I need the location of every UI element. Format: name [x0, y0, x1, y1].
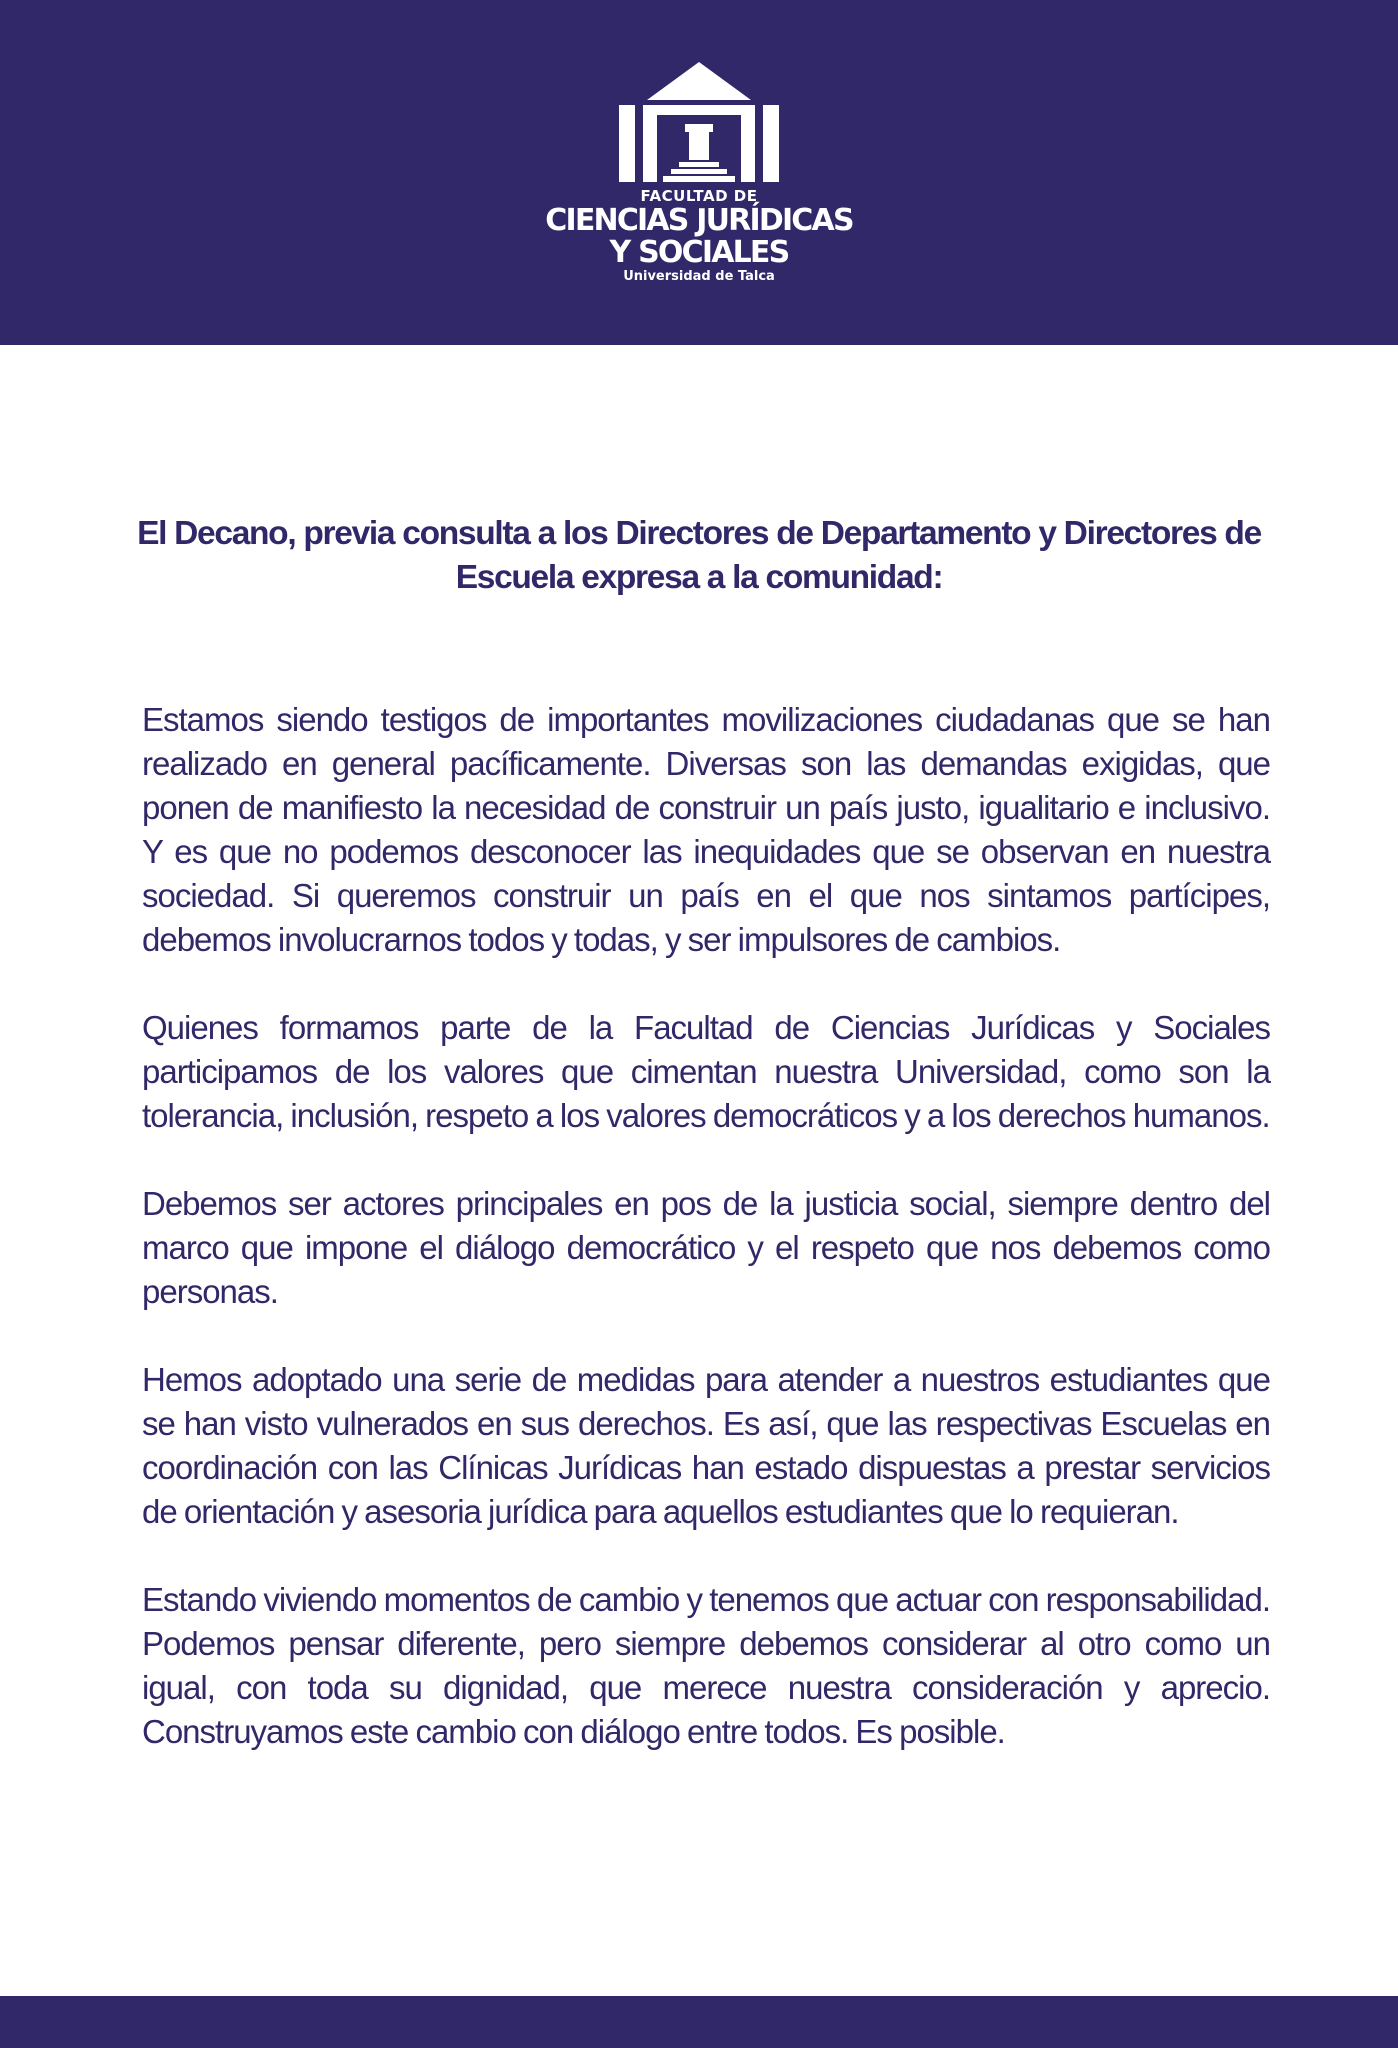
paragraph: Hemos adoptado una serie de medidas para atender a nuestros estudiantes que se han visto vulnerados en sus derechos. Es así, que las respectivas Escuelas en coordinación con las Clínicas Jurídicas han estado dispuestas a prestar servicios de orientación y asesoria jurídica para aquellos estudiantes que lo requieran. — [142, 1361, 1270, 1530]
paragraph: Estando viviendo momentos de cambio y tenemos que actuar con responsabilidad. Podemos pensar diferente, pero siempre debemos considerar al otro como un igual, con toda su dignidad, que merece nuestra consideración y aprecio. Construyamos este cambio con diálogo entre todos. Es posible. — [142, 1581, 1270, 1750]
logo-text-ciencias: CIENCIAS JURÍDICAS — [545, 203, 853, 238]
statement-body — [142, 698, 1270, 1798]
logo-text-universidad: Universidad de Talca — [623, 269, 775, 284]
logo-text-sociales: Y SOCIALES — [609, 235, 789, 270]
building-columns-icon — [619, 60, 779, 185]
logo-text-facultad: FACULTAD DE — [640, 187, 758, 205]
statement-headline: El Decano, previa consulta a los Directores de Departamento y Directores de Escuela expresa a la comunidad: — [137, 515, 1261, 596]
header-band — [0, 0, 1398, 345]
faculty-logo — [0, 55, 1398, 295]
paragraph: Estamos siendo testigos de importantes movilizaciones ciudadanas que se han realizado en general pacíficamente. Diversas son las demandas exigidas, que ponen de manifiesto la necesidad de construir un país justo, igualitario e inclusivo. Y es que no podemos desconocer las inequidades que se observan en nuestra sociedad. Si queremos construir un país en el que nos sintamos partícipes, debemos involucrarnos todos y todas, y ser impulsores de cambios. — [142, 701, 1270, 958]
paragraph: Debemos ser actores principales en pos de la justicia social, siempre dentro del marco que impone el diálogo democrático y el respeto que nos debemos como personas. — [142, 1185, 1270, 1310]
footer-band — [0, 1996, 1398, 2048]
paragraph: Quienes formamos parte de la Facultad de Ciencias Jurídicas y Sociales participamos de los valores que cimentan nuestra Universidad, como son la tolerancia, inclusión, respeto a los valores democráticos y a los derechos humanos. — [142, 1009, 1270, 1134]
